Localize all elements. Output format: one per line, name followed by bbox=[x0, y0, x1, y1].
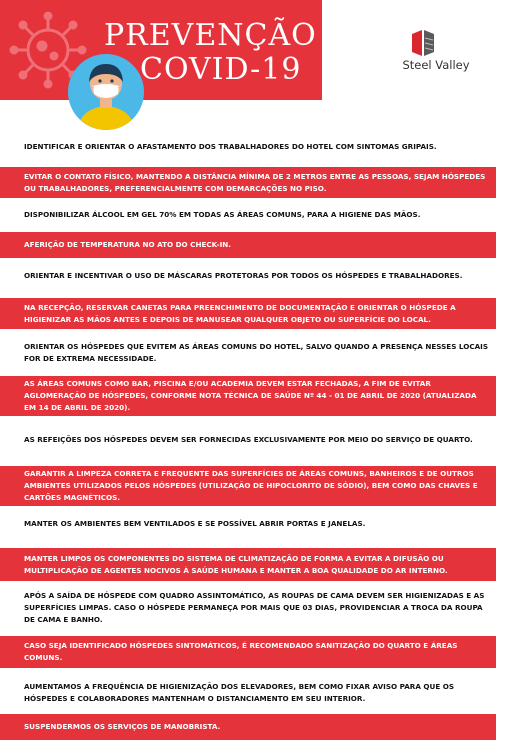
list-item: AS REFEIÇÕES DOS HÓSPEDES DEVEM SER FORNECIDAS EXCLUSIVAMENTE POR MEIO DO SERVIÇO DE QUARTO. bbox=[24, 434, 473, 444]
poster-header bbox=[0, 0, 524, 130]
list-item: AS ÁREAS COMUNS COMO BAR, PISCINA E/OU ACADEMIA DEVEM ESTAR FECHADAS, A FIM DE EVITAR AGLOMERAÇÃO DE HÓSPEDES, CONFORME NOTA TÉCNICA DE SAÚDE Nº 44 - 01 DE ABRIL DE 2020 (ATUALIZADA EM 14 DE ABRIL DE 2020). bbox=[0, 376, 496, 416]
list-item: EVITAR O CONTATO FÍSICO, MANTENDO A DISTÂNCIA MÍNIMA DE 2 METROS ENTRE AS PESSOAS, SEJAM HÓSPEDES OU TRABALHADORES, PREFERENCIALMENTE COM DEMARCAÇÕES NO PISO. bbox=[0, 167, 496, 198]
title-line-2: COVID-19 bbox=[140, 52, 302, 87]
list-item: IDENTIFICAR E ORIENTAR O AFASTAMENTO DOS TRABALHADORES DO HOTEL COM SINTOMAS GRIPAIS. bbox=[24, 142, 437, 151]
list-item: AUMENTAMOS A FREQUÊNCIA DE HIGIENIZAÇÃO DOS ELEVADORES, BEM COMO FIXAR AVISO PARA QUE OS HÓSPEDES E COLABORADORES MANTENHAM O DISTANCIAMENTO EM SEU INTERIOR. bbox=[24, 682, 455, 703]
list-item: MANTER OS AMBIENTES BEM VENTILADOS E SE POSSÍVEL ABRIR PORTAS E JANELAS. bbox=[24, 519, 366, 528]
list-item: ORIENTAR OS HÓSPEDES QUE EVITEM AS ÁREAS COMUNS DO HOTEL, SALVO QUANDO A PRESENÇA NESSES LOCAIS FOR DE EXTREMA NECESSIDADE. bbox=[24, 342, 489, 363]
title-banner bbox=[0, 0, 322, 100]
list-item: ORIENTAR E INCENTIVAR O USO DE MÁSCARAS PROTETORAS POR TODOS OS HÓSPEDES E TRABALHADORES. bbox=[24, 271, 463, 280]
title-line-1: PREVENÇÃO bbox=[104, 18, 317, 53]
steel-valley-logo-icon bbox=[410, 28, 436, 58]
masked-person-icon bbox=[66, 52, 146, 132]
list-item: APÓS A SAÍDA DE HÓSPEDE COM QUADRO ASSINTOMÁTICO, AS ROUPAS DE CAMA DEVEM SER HIGIENIZADAS E AS SUPERFÍCIES LIMPAS. CASO O HÓSPEDE PERMANEÇA POR MAIS QUE 03 DIAS, PROVIDENCIAR A TROCA DA ROUPA DE CAMA E BANHO. bbox=[24, 590, 485, 624]
list-item: SUSPENDERMOS OS SERVIÇOS DE MANOBRISTA. bbox=[0, 714, 496, 740]
brand-logo bbox=[382, 22, 492, 82]
list-item: NA RECEPÇÃO, RESERVAR CANETAS PARA PREENCHIMENTO DE DOCUMENTAÇÃO E ORIENTAR O HÓSPEDE A HIGIENIZAR AS MÃOS ANTES E DEPOIS DE MANUSEAR QUALQUER OBJETO OU SUPERFÍCIE DO LOCAL. bbox=[0, 298, 496, 329]
list-item: DISPONIBILIZAR ÁLCOOL EM GEL 70% EM TODAS AS ÁREAS COMUNS, PARA A HIGIENE DAS MÃOS. bbox=[24, 210, 421, 219]
list-item: AFERIÇÃO DE TEMPERATURA NO ATO DO CHECK-IN. bbox=[0, 232, 496, 258]
list-item: CASO SEJA IDENTIFICADO HÓSPEDES SINTOMÁTICOS, É RECOMENDADO SANITIZAÇÃO DO QUARTO E ÁREAS COMUNS. bbox=[0, 636, 496, 668]
brand-name: Steel Valley bbox=[402, 58, 470, 72]
list-item: MANTER LIMPOS OS COMPONENTES DO SISTEMA DE CLIMATIZAÇÃO DE FORMA A EVITAR A DIFUSÃO OU MULTIPLICAÇÃO DE AGENTES NOCIVOS À SAÚDE HUMANA E MANTER A BOA QUALIDADE DO AR INTERNO. bbox=[0, 548, 496, 581]
list-item: GARANTIR A LIMPEZA CORRETA E FREQUENTE DAS SUPERFÍCIES DE ÁREAS COMUNS, BANHEIROS E DE OUTROS AMBIENTES UTILIZADOS PELOS HÓSPEDES (UTILIZAÇÃO DE HIPOCLORITO DE SÓDIO), BEM COMO DAS CHAVES E CARTÕES MAGNÉTICOS. bbox=[0, 466, 496, 506]
